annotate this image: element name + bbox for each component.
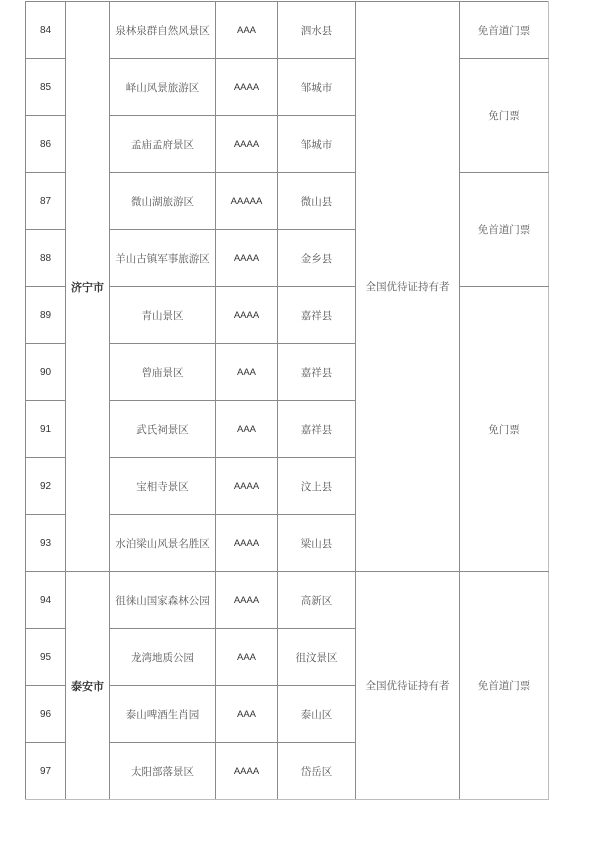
row-number: 95 — [26, 629, 66, 686]
scenic-name: 羊山古镇军事旅游区 — [110, 230, 216, 287]
rating-level: AAAA — [216, 458, 278, 515]
row-number: 94 — [26, 572, 66, 629]
district: 嘉祥县 — [278, 344, 356, 401]
rating-level: AAAAA — [216, 173, 278, 230]
ticket-policy: 免首道门票 — [460, 2, 549, 59]
district: 嘉祥县 — [278, 401, 356, 458]
district: 梁山县 — [278, 515, 356, 572]
eligibility-cell: 全国优待证持有者 — [356, 572, 460, 800]
rating-level: AAAA — [216, 116, 278, 173]
row-number: 89 — [26, 287, 66, 344]
rating-level: AAAA — [216, 743, 278, 800]
ticket-policy: 免首道门票 — [460, 173, 549, 287]
rating-level: AAAA — [216, 515, 278, 572]
scenic-name: 曾庙景区 — [110, 344, 216, 401]
scenic-name: 青山景区 — [110, 287, 216, 344]
scenic-name: 徂徕山国家森林公园 — [110, 572, 216, 629]
rating-level: AAA — [216, 401, 278, 458]
district: 汶上县 — [278, 458, 356, 515]
row-number: 88 — [26, 230, 66, 287]
row-number: 96 — [26, 686, 66, 743]
scenic-name: 武氏祠景区 — [110, 401, 216, 458]
district: 泰山区 — [278, 686, 356, 743]
row-number: 87 — [26, 173, 66, 230]
scenic-name: 龙湾地质公园 — [110, 629, 216, 686]
rating-level: AAA — [216, 344, 278, 401]
row-number: 85 — [26, 59, 66, 116]
row-number: 92 — [26, 458, 66, 515]
district: 金乡县 — [278, 230, 356, 287]
rating-level: AAA — [216, 686, 278, 743]
row-number: 90 — [26, 344, 66, 401]
table-row — [26, 572, 549, 629]
rating-level: AAA — [216, 629, 278, 686]
eligibility-cell: 全国优待证持有者 — [356, 2, 460, 572]
scenic-name: 泉林泉群自然风景区 — [110, 2, 216, 59]
row-number: 86 — [26, 116, 66, 173]
row-number: 91 — [26, 401, 66, 458]
table-row — [26, 2, 549, 59]
row-number: 97 — [26, 743, 66, 800]
scenic-name: 水泊梁山风景名胜区 — [110, 515, 216, 572]
district: 泗水县 — [278, 2, 356, 59]
rating-level: AAAA — [216, 230, 278, 287]
rating-level: AAA — [216, 2, 278, 59]
district: 微山县 — [278, 173, 356, 230]
district: 高新区 — [278, 572, 356, 629]
scenic-spots-table — [25, 1, 549, 800]
city-cell: 泰安市 — [66, 572, 110, 800]
district: 徂汶景区 — [278, 629, 356, 686]
ticket-policy: 免门票 — [460, 287, 549, 572]
rating-level: AAAA — [216, 572, 278, 629]
row-number: 84 — [26, 2, 66, 59]
rating-level: AAAA — [216, 59, 278, 116]
district: 嘉祥县 — [278, 287, 356, 344]
ticket-policy: 免首道门票 — [460, 572, 549, 800]
scenic-name: 微山湖旅游区 — [110, 173, 216, 230]
scenic-name: 峄山风景旅游区 — [110, 59, 216, 116]
rating-level: AAAA — [216, 287, 278, 344]
scenic-name: 泰山啤酒生肖园 — [110, 686, 216, 743]
district: 邹城市 — [278, 116, 356, 173]
scenic-name: 宝相寺景区 — [110, 458, 216, 515]
ticket-policy: 免门票 — [460, 59, 549, 173]
district: 邹城市 — [278, 59, 356, 116]
district: 岱岳区 — [278, 743, 356, 800]
city-cell: 济宁市 — [66, 2, 110, 572]
scenic-name: 太阳部落景区 — [110, 743, 216, 800]
row-number: 93 — [26, 515, 66, 572]
scenic-name: 孟庙孟府景区 — [110, 116, 216, 173]
